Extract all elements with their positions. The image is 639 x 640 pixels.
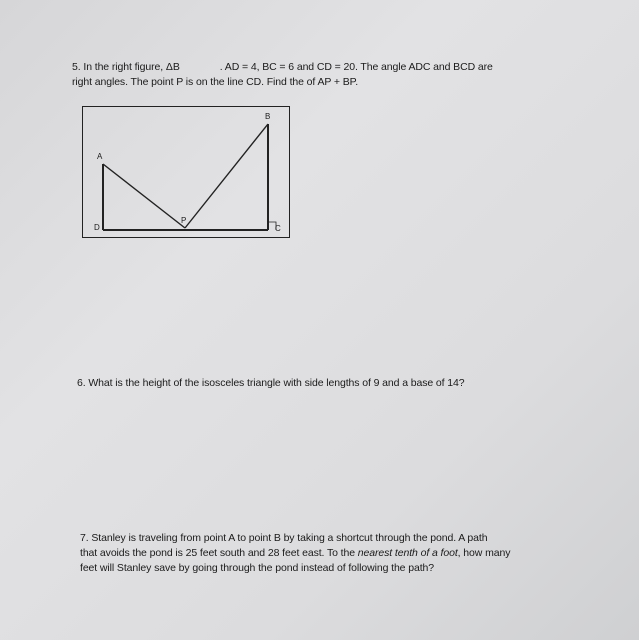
segment-pb <box>185 124 268 228</box>
question-6: 6. What is the height of the isosceles triangle with side lengths of 9 and a base of 14? <box>77 377 465 389</box>
geometry-figure <box>82 106 290 238</box>
segment-ap <box>103 164 185 228</box>
label-c: C <box>275 224 281 233</box>
label-a: A <box>97 152 103 161</box>
question-5-line-1 <box>72 60 592 75</box>
question-7-line-1: 7. Stanley is traveling from point A to point B by taking a shortcut through the pond. A path <box>80 532 488 544</box>
label-p: P <box>181 216 187 225</box>
question-7 <box>80 531 580 576</box>
question-7-text-a: that avoids the pond is 25 feet south and 28 feet east. To the <box>80 547 358 559</box>
question-7-line-3: feet will Stanley save by going through the pond instead of following the path? <box>80 562 435 574</box>
label-d: D <box>94 223 100 232</box>
question-7-text-b: , how many <box>457 547 511 559</box>
question-7-line-2 <box>80 546 580 561</box>
question-5-line-2: right angles. The point P is on the line CD. Find the of AP + BP. <box>72 76 359 88</box>
question-5 <box>72 60 592 90</box>
label-b: B <box>265 112 271 121</box>
question-5-text-a: 5. In the right figure, ΔB <box>72 61 180 73</box>
question-7-emphasis: nearest tenth of a foot <box>357 547 458 559</box>
question-5-text-b: . AD = 4, BC = 6 and CD = 20. The angle ADC and BCD are <box>219 61 493 73</box>
